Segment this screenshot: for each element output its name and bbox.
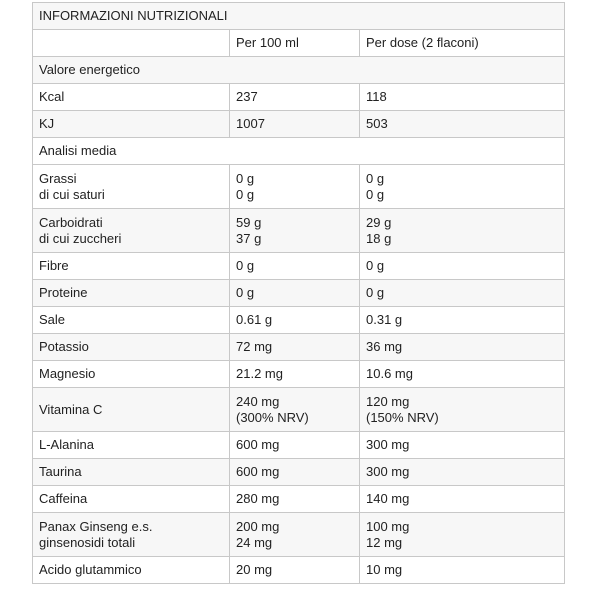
nutrition-table-body xyxy=(33,3,565,584)
header-per-100ml: Per 100 ml xyxy=(230,30,360,57)
value-per-100ml-cell xyxy=(230,84,360,111)
value-per-dose: (150% NRV) xyxy=(366,409,439,425)
value-per-dose-cell xyxy=(360,209,565,253)
value-per-100ml: 280 mg xyxy=(236,491,280,506)
value-per-100ml: 37 g xyxy=(236,230,262,246)
value-per-dose-cell xyxy=(360,84,565,111)
value-per-100ml-cell xyxy=(230,334,360,361)
value-per-100ml-cell xyxy=(230,388,360,432)
nutrient-name: KJ xyxy=(39,116,55,131)
table-row xyxy=(33,432,565,459)
nutrient-name-cell xyxy=(33,361,230,388)
header-per-dose: Per dose (2 flaconi) xyxy=(360,30,565,57)
value-per-100ml-cell xyxy=(230,280,360,307)
value-per-100ml: 200 mg xyxy=(236,518,280,534)
value-per-100ml-cell xyxy=(230,459,360,486)
value-per-100ml: 237 xyxy=(236,89,258,104)
value-per-100ml-cell xyxy=(230,361,360,388)
value-per-dose: 29 g xyxy=(366,214,392,230)
value-per-dose: 0 g xyxy=(366,170,385,186)
nutrient-name-cell xyxy=(33,253,230,280)
value-per-dose: 300 mg xyxy=(366,464,410,479)
nutrient-name: Taurina xyxy=(39,464,82,479)
value-per-100ml: 1007 xyxy=(236,116,265,131)
value-per-dose-cell xyxy=(360,253,565,280)
nutrient-name-cell xyxy=(33,432,230,459)
table-row xyxy=(33,557,565,584)
value-per-dose-cell xyxy=(360,280,565,307)
value-per-100ml-cell xyxy=(230,513,360,557)
section-row-analysis xyxy=(33,138,565,165)
nutrient-name-cell xyxy=(33,334,230,361)
value-per-dose: 0 g xyxy=(366,258,385,273)
nutrient-name: ginsenosidi totali xyxy=(39,534,136,550)
value-per-100ml-cell xyxy=(230,165,360,209)
value-per-100ml: 0.61 g xyxy=(236,312,273,327)
value-per-100ml-cell xyxy=(230,486,360,513)
value-per-dose-cell xyxy=(360,486,565,513)
value-per-100ml: 0 g xyxy=(236,186,255,202)
table-row xyxy=(33,84,565,111)
value-per-dose-cell xyxy=(360,513,565,557)
value-per-dose: 10.6 mg xyxy=(366,366,413,381)
nutrient-name: Vitamina C xyxy=(39,401,103,417)
nutrient-name: Fibre xyxy=(39,258,69,273)
header-empty xyxy=(33,30,230,57)
value-per-100ml: 24 mg xyxy=(236,534,273,550)
value-per-100ml-cell xyxy=(230,111,360,138)
nutrient-name: Sale xyxy=(39,312,66,327)
nutrient-name: Panax Ginseng e.s. xyxy=(39,518,153,534)
value-per-100ml: 59 g xyxy=(236,214,262,230)
nutrient-name: Kcal xyxy=(39,89,65,104)
value-per-100ml: 20 mg xyxy=(236,562,273,577)
table-row xyxy=(33,111,565,138)
nutrient-name: di cui zuccheri xyxy=(39,230,122,246)
value-per-dose: 503 xyxy=(366,116,388,131)
nutrient-name: Grassi xyxy=(39,170,77,186)
nutrient-name-cell xyxy=(33,486,230,513)
value-per-dose-cell xyxy=(360,557,565,584)
value-per-dose-cell xyxy=(360,388,565,432)
nutrient-name-cell xyxy=(33,165,230,209)
table-row xyxy=(33,486,565,513)
nutrient-name: di cui saturi xyxy=(39,186,105,202)
nutrient-name: Potassio xyxy=(39,339,89,354)
value-per-dose-cell xyxy=(360,307,565,334)
nutrient-name-cell xyxy=(33,388,230,432)
nutrient-name-cell xyxy=(33,209,230,253)
value-per-dose-cell xyxy=(360,165,565,209)
table-title-row xyxy=(33,3,565,30)
section-label-energy: Valore energetico xyxy=(33,57,565,84)
value-per-100ml-cell xyxy=(230,307,360,334)
value-per-dose: 118 xyxy=(366,89,387,104)
value-per-100ml: 600 mg xyxy=(236,464,280,479)
value-per-dose: 0.31 g xyxy=(366,312,403,327)
value-per-100ml: 240 mg xyxy=(236,393,280,409)
value-per-dose: 120 mg xyxy=(366,393,410,409)
value-per-dose: 36 mg xyxy=(366,339,403,354)
nutrient-name: Proteine xyxy=(39,285,88,300)
nutrient-name-cell xyxy=(33,84,230,111)
nutrient-name-cell xyxy=(33,557,230,584)
nutrient-name-cell xyxy=(33,280,230,307)
nutrient-name: L-Alanina xyxy=(39,437,94,452)
table-row xyxy=(33,280,565,307)
nutrient-name-cell xyxy=(33,513,230,557)
value-per-100ml: 0 g xyxy=(236,285,255,300)
value-per-dose-cell xyxy=(360,361,565,388)
value-per-dose-cell xyxy=(360,459,565,486)
value-per-dose: 0 g xyxy=(366,186,385,202)
value-per-100ml: 21.2 mg xyxy=(236,366,283,381)
table-row xyxy=(33,459,565,486)
value-per-100ml: 600 mg xyxy=(236,437,280,452)
value-per-dose: 140 mg xyxy=(366,491,410,506)
value-per-dose: 0 g xyxy=(366,285,385,300)
value-per-100ml: 72 mg xyxy=(236,339,273,354)
section-row-energy xyxy=(33,57,565,84)
table-row xyxy=(33,307,565,334)
section-label-analysis: Analisi media xyxy=(33,138,565,165)
value-per-100ml: 0 g xyxy=(236,170,255,186)
table-row xyxy=(33,388,565,432)
value-per-dose: 300 mg xyxy=(366,437,410,452)
table-row xyxy=(33,361,565,388)
value-per-100ml: 0 g xyxy=(236,258,255,273)
value-per-dose: 100 mg xyxy=(366,518,410,534)
value-per-100ml: (300% NRV) xyxy=(236,409,309,425)
value-per-100ml-cell xyxy=(230,432,360,459)
nutrition-table xyxy=(32,2,565,584)
nutrient-name-cell xyxy=(33,459,230,486)
value-per-dose: 10 mg xyxy=(366,562,403,577)
table-row xyxy=(33,209,565,253)
nutrient-name: Acido glutammico xyxy=(39,562,142,577)
nutrient-name: Carboidrati xyxy=(39,214,103,230)
value-per-dose-cell xyxy=(360,111,565,138)
value-per-dose: 12 mg xyxy=(366,534,403,550)
value-per-dose-cell xyxy=(360,334,565,361)
value-per-100ml-cell xyxy=(230,557,360,584)
value-per-100ml-cell xyxy=(230,253,360,280)
nutrient-name: Caffeina xyxy=(39,491,88,506)
table-row xyxy=(33,253,565,280)
nutrient-name-cell xyxy=(33,111,230,138)
table-header-row xyxy=(33,30,565,57)
table-row xyxy=(33,165,565,209)
nutrient-name-cell xyxy=(33,307,230,334)
table-row xyxy=(33,513,565,557)
table-title: INFORMAZIONI NUTRIZIONALI xyxy=(33,3,565,30)
table-row xyxy=(33,334,565,361)
value-per-100ml-cell xyxy=(230,209,360,253)
value-per-dose-cell xyxy=(360,432,565,459)
value-per-dose: 18 g xyxy=(366,230,392,246)
nutrient-name: Magnesio xyxy=(39,366,96,381)
